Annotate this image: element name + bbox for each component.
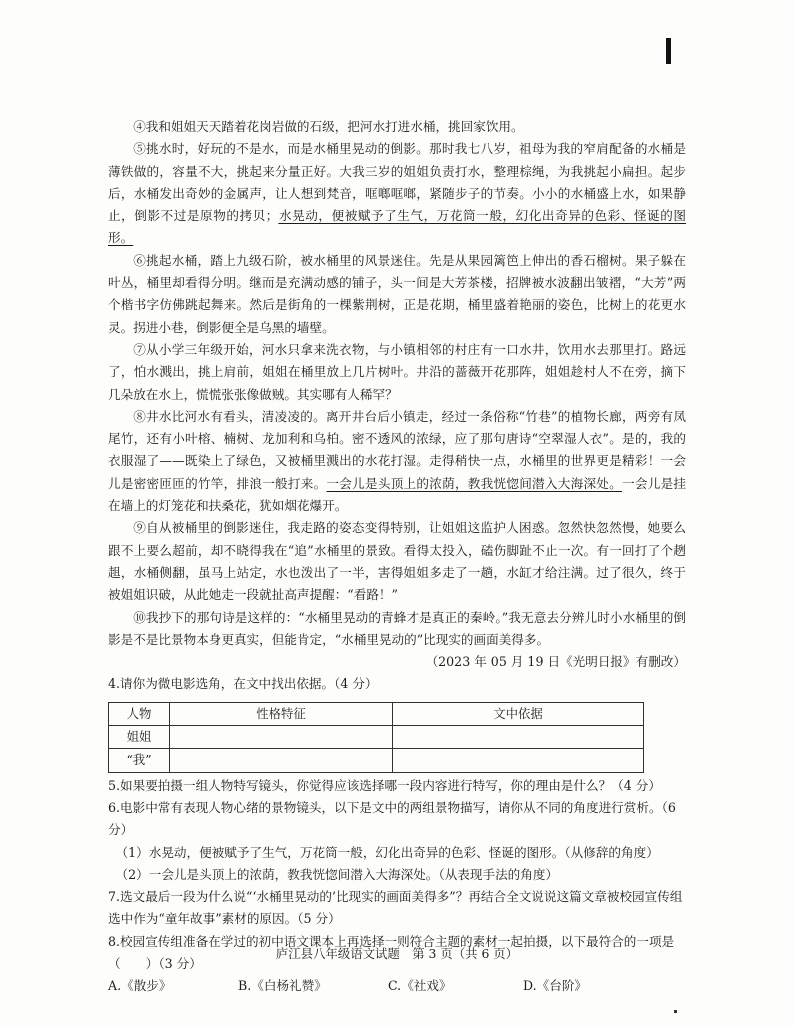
question-4: 4.请你为微电影选角，在文中找出依据。（4 分） [108,676,378,692]
question-8: 8.校园宣传组准备在学过的初中语文课本上再选择一则符合主题的素材一起拍摄，以下最符合的一项是（ ）（3 分） [108,933,675,971]
question-8-options [108,975,686,997]
table-cell-character: 姐姐 [109,726,170,749]
table-cell-trait[interactable] [170,749,393,772]
table-cell-evidence[interactable] [393,749,644,772]
underlined-text: 一会儿是头顶上的浓荫，教我恍惚间潜入大海深处。 [326,475,623,491]
passage-paragraph [108,607,686,652]
question-7: 7.选文最后一段为什么说“‘水桶里晃动的’比现实的画面美得多”？再结合全文说说这篇文章被校园宣传组选中作为“童年故事”素材的原因。（5 分） [108,889,683,927]
table-header-character: 人物 [109,702,170,725]
passage-paragraph [108,250,686,339]
paragraph-text: ④我和姐姐天天踏着花岗岩做的石级，把河水打进水桶，挑回家饮用。 [133,119,524,134]
question-6-sub-2: （2）一会儿是头顶上的浓荫，教我恍惚间潜入大海深处。（从表现手法的角度） [115,866,559,882]
table-cell-trait[interactable] [170,726,393,749]
paragraph-text: 一会儿是挂在墙上的灯笼花和扶桑花，犹如烟花爆开。 [108,475,687,514]
page-content [108,116,686,998]
passage-paragraph [108,138,686,249]
question-6: 6.电影中常有表现人物心绪的景物镜头，以下是文中的两组景物描写，请你从不同的角度进行赏析。（6 分） [108,799,676,838]
table-cell-character: “我” [109,749,170,772]
option-d[interactable]: D.《台阶》 [523,978,588,994]
casting-table [108,702,644,773]
question-5: 5.如果要拍摄一组人物特写镜头，你觉得应该选择哪一段内容进行特写，你的理由是什么？（4 分） [108,777,661,793]
corner-mark [666,38,671,64]
paragraph-text: ⑦从小学三年级开始，河水只拿来洗衣物，与小镇相邻的村庄有一口水井，饮用水去那里打。路远了，怕水溅出，挑上肩前，姐姐在桶里放上几片树叶。井沿的蔷薇开花那阵，姐姐趁村人不在旁，摘下几朵放在水上，慌慌张张像做贼。其实哪有人稀罕？ [108,341,686,402]
paragraph-text: ⑧井水比河水有看头，清凌凌的。离开井台后小镇走，经过一条俗称“竹巷”的植物长廊，两旁有凤尾竹，还有小叶榕、楠树、龙加利和乌柏。密不透风的浓绿，应了那句唐诗“空翠湿人衣”。是的，我的衣服湿了——既染上了绿色，又被桶里溅出的水花打湿。走得稍快一点，水桶里的世界更是精彩！一会儿是密密匝匝的竹竿，排浪一般打来。 [108,408,686,491]
passage-paragraph [108,339,686,406]
option-a[interactable]: A.《散步》 [108,978,172,994]
table-header-row [109,702,644,725]
table-header-evidence: 文中依据 [393,702,644,725]
passage-paragraph [108,116,686,138]
question-6-sub-1: （1）水晃动，便被赋予了生气，万花筒一般，幻化出奇异的色彩、怪诞的图形。（从修辞的角度） [115,844,659,860]
paragraph-text: ⑤挑水时，好玩的不是水，而是水桶里晃动的倒影。那时我七八岁，祖母为我的窄肩配备的水桶是薄铁做的，容量不大，挑起来分量正好。大我三岁的姐姐负责打水，整理棕绳，为我挑起小扁担。起步后，水桶发出奇妙的金属声，让人想到梵音，哐啷哐啷，紧随步子的节奏。小小的水桶盛上水，如果静止，倒影不过是原物的拷贝； [108,141,686,224]
underlined-text: 水晃动，便被赋予了生气，万花筒一般，幻化出奇异的色彩、怪诞的图形。 [108,208,687,246]
page-footer: 庐江县八年级语文试题 第 3 页（共 6 页） [275,946,519,961]
option-b[interactable]: B.《白杨礼赞》 [238,978,327,994]
paragraph-text: ⑥挑起水桶，踏上九级石阶，被水桶里的风景迷住。先是从果园篱笆上伸出的香石榴树。果子躲在叶丛，桶里却看得分明。继而是充满动感的铺子，头一间是大芳茶楼，招牌被水波翻出皱褶，“大芳”两个楷书字仿佛跳起舞来。然后是街角的一棵紫荆树，正是花期，桶里盛着艳丽的姿色，比树上的花更水灵。拐进小巷，倒影便全是乌黑的墙壁。 [108,252,686,335]
passage-paragraph [108,406,686,517]
source-note: （2023 年 05 月 19 日《光明日报》有删改） [425,654,686,670]
table-cell-evidence[interactable] [393,726,644,749]
passage-paragraph [108,517,686,606]
table-header-trait: 性格特征 [170,702,393,725]
option-c[interactable]: C.《社戏》 [388,978,452,994]
paragraph-text: ⑩我抄下的那句诗是这样的：“水桶里晃动的青蜂才是真正的秦岭。”我无意去分辨儿时小水桶里的倒影是不是比景物本身更真实，但能肯定，“水桶里晃动的”比现实的画面美得多。 [108,609,686,647]
paragraph-text: ⑨自从被桶里的倒影迷住，我走路的姿态变得特别，让姐姐这监护人困惑。忽然快忽然慢，她要么跟不上要么超前，却不晓得我在“追”水桶里的景致。看得太投入，磕伤脚趾不止一次。有一回打了个趔趄，水桶侧翻，虽马上站定，水也泼出了一半，害得姐姐多走了一趟，水缸才给注满。过了很久，终于被姐姐识破，从此她走一段就扯高声提醒：“看路！” [108,520,686,603]
footer-dot [674,1010,677,1013]
reading-passage [108,116,686,651]
table-row [109,726,644,749]
table-row [109,749,644,772]
